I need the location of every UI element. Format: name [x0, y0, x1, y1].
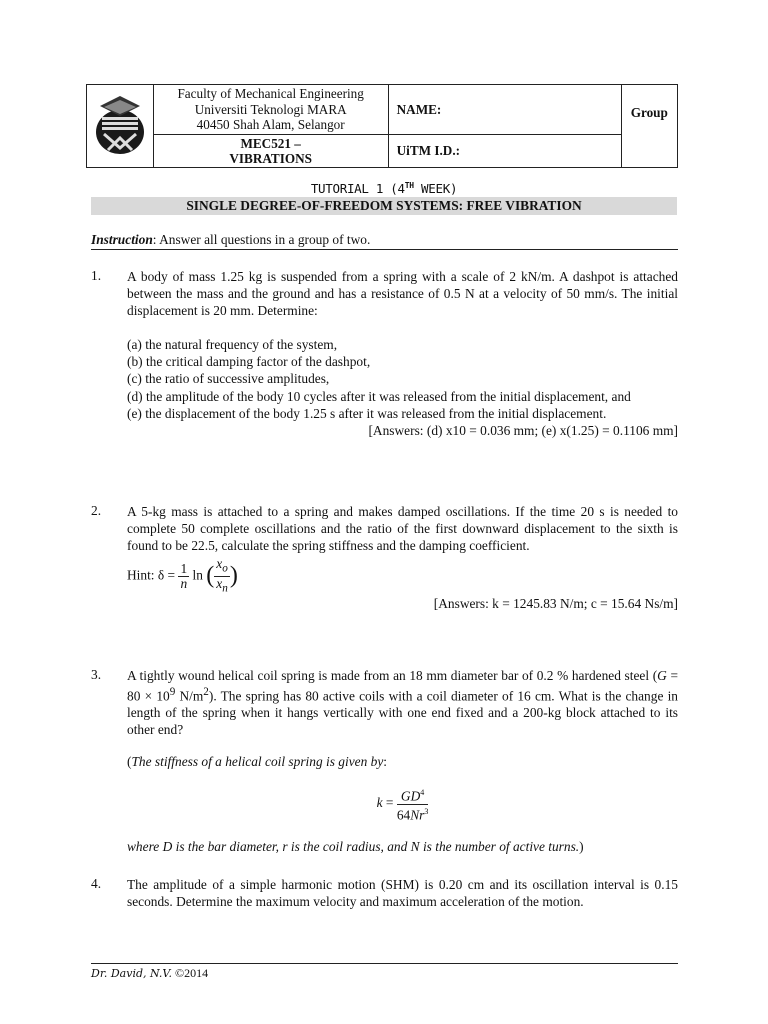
tutorial-title-sup: TH [404, 181, 414, 190]
q3-text-a: A tightly wound helical coil spring is made from an 18 mm diameter bar of 0.2 % hardened steel ( [127, 668, 658, 683]
question-1-answer: [Answers: (d) x10 = 0.036 mm; (e) x(1.25) = 0.1106 mm] [368, 423, 678, 439]
question-text: A tightly wound helical coil spring is made from an 18 mm diameter bar of 0.2 % hardened steel ($G = 80 \times 10^9$ $N/m^2$). The spring has 80 active coils with a coil diameter of 16 cm. What is the change in length of the spring when it hangs vertically with one end fixed and a 200-kg block attached to its other end? [127, 668, 678, 738]
tutorial-title-text: TUTORIAL 1 (4 [310, 181, 405, 197]
question-text: The amplitude of a simple harmonic motion (SHM) is 0.20 cm and its oscillation interval is 0.15 seconds. Determine the maximum velocity and maximum acceleration of the motion. [127, 877, 678, 909]
section-title: SINGLE DEGREE-OF-FREEDOM SYSTEMS: FREE VIBRATION [91, 197, 677, 215]
course-info [153, 135, 388, 168]
stiffness-note-text: The stiffness of a helical coil spring is given by [131, 754, 384, 770]
where-note: where D is the bar diameter, r is the coil radius, and N is the number of active turns.) [127, 839, 584, 855]
instruction-label: Instruction [91, 232, 153, 247]
course-name: VIBRATIONS [229, 151, 312, 166]
faculty-info [153, 85, 388, 135]
footer [91, 966, 208, 981]
question-4 [91, 876, 678, 910]
instruction-divider [91, 249, 678, 250]
q3-text-b: N/m [175, 688, 204, 704]
question-number: 3. [91, 667, 102, 682]
uitm-logo-icon [90, 90, 150, 158]
list-item: (a) the natural frequency of the system, [127, 337, 338, 352]
faculty-line-3: 40450 Shah Alam, Selangor [196, 117, 345, 133]
question-2 [91, 503, 678, 612]
footer-author: Dr. David, N.V. [91, 967, 172, 980]
question-2-answer: [Answers: k = 1245.83 N/m; c = 15.64 Ns/m] [433, 596, 678, 612]
question-number: 4. [91, 876, 102, 891]
instruction [91, 232, 677, 248]
name-field: NAME: [388, 85, 621, 135]
question-number: 1. [91, 268, 102, 283]
question-number: 2. [91, 503, 102, 518]
tutorial-title-end: WEEK) [413, 181, 458, 197]
hint-fraction: $\frac{1}{n}$ [180, 560, 188, 591]
stiffness-formula: k = $\frac{GD^4}{64Nr^3}$ [376, 788, 429, 823]
course-code: MEC521 – [240, 136, 301, 151]
id-field: UiTM I.D.: [388, 135, 621, 168]
stiffness-note: (The stiffness of a helical coil spring is given by: [127, 754, 387, 770]
question-text: A 5-kg mass is attached to a spring and makes damped oscillations. If the time 20 s is needed to complete 50 complete oscillations and the ratio of the first downward displacement to the sixth is found to be 22.5, calculate the spring stiffness and the damping coefficient. [127, 504, 678, 553]
question-text: A body of mass 1.25 kg is suspended from a spring with a scale of 2 kN/m. A dashpot is attached between the mass and the ground and has a resistance of 0.5 N at a velocity of 50 mm/s. The initial displacement is 20 mm. Determine: [127, 269, 678, 318]
footer-divider [91, 963, 678, 964]
q3-text-c: ). The spring has 80 active coils with a coil diameter of 16 cm. What is the change in length of the spring when it hangs vertically with one end fixed and a 200-kg block attached to its other end? [127, 688, 678, 738]
hint-ratio: $\frac{x_o}{x_n}$ [216, 556, 228, 595]
question-2-hint: Hint: δ = $\frac{1}{n}$ ln ( $\frac{x_o}{x_n}$ ) [127, 556, 238, 595]
hint-label: Hint: δ = [127, 567, 176, 583]
list-item: (e) the displacement of the body 1.25 s after it was released from the initial displacement. [127, 405, 607, 421]
question-3 [91, 667, 678, 855]
list-item: (d) the amplitude of the body 10 cycles after it was released from the initial displacement, and [127, 388, 631, 404]
faculty-line-2: Universiti Teknologi MARA [194, 101, 347, 117]
group-field: Group [621, 85, 677, 168]
list-item: (c) the ratio of successive amplitudes, [127, 371, 330, 387]
where-note-text: where D is the bar diameter, r is the coil radius, and N is the number of active turns. [127, 839, 580, 855]
list-item: (b) the critical damping factor of the dashpot, [127, 354, 371, 370]
question-1-items [127, 336, 678, 422]
instruction-text: : Answer all questions in a group of two. [152, 232, 371, 247]
university-logo [87, 85, 154, 168]
header-table [86, 84, 678, 168]
tutorial-title [0, 181, 768, 196]
faculty-line-1: Faculty of Mechanical Engineering [177, 86, 364, 102]
footer-year: ©2014 [174, 966, 209, 980]
question-1 [91, 268, 678, 439]
